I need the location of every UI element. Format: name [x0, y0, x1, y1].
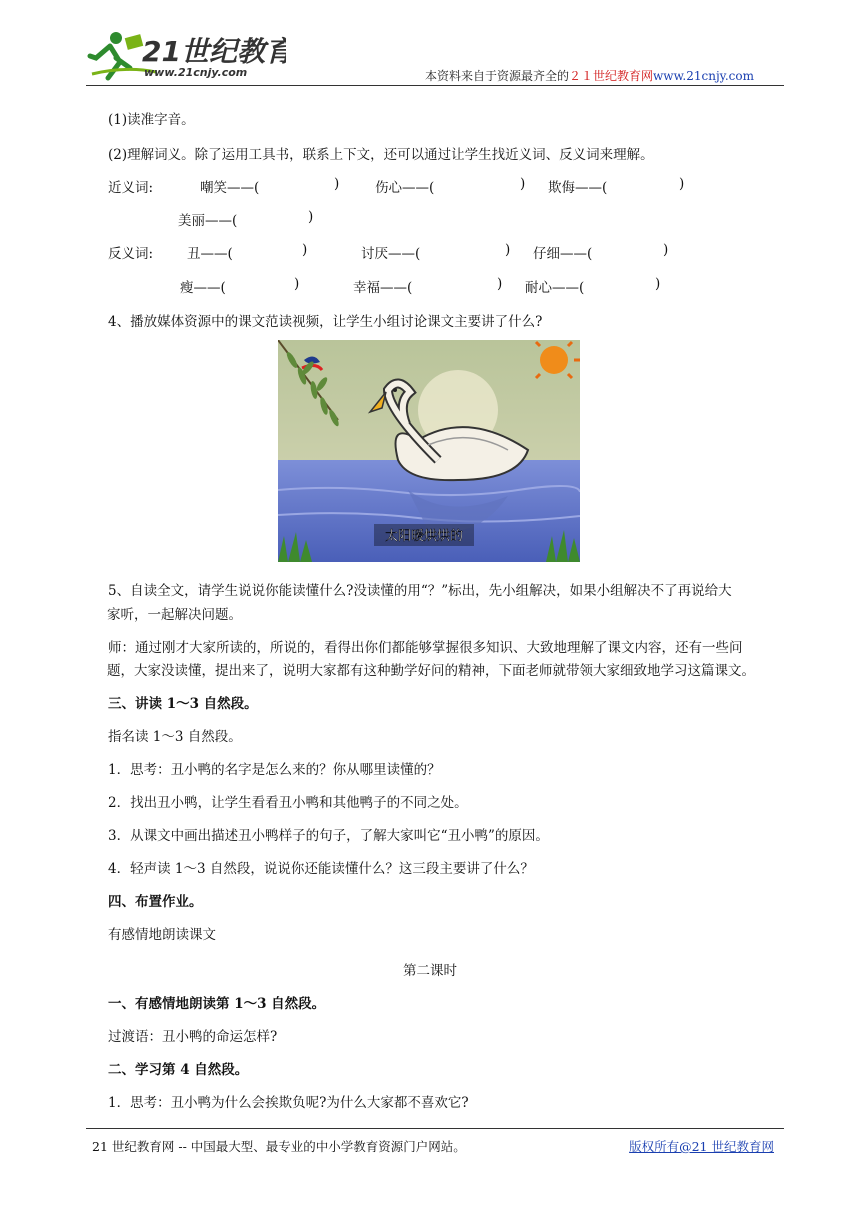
lesson2-section1: 一、有感情地朗读第 1～3 自然段。	[108, 996, 326, 1012]
antonym-item: 幸福——(	[353, 280, 413, 296]
close-paren: )	[679, 176, 685, 192]
header-note	[425, 67, 754, 84]
p1: (1)读准字音。	[108, 112, 195, 128]
section3-item1: 1．思考：丑小鸭的名字是怎么来的？你从哪里读懂的？	[108, 762, 441, 778]
logo-url: www.21cnjy.com	[144, 66, 248, 79]
section3-item4: 4．轻声读 1～3 自然段，说说你还能读懂什么？这三段主要讲了什么？	[108, 861, 534, 877]
synonym-item: 欺侮——(	[548, 180, 608, 196]
close-paren: )	[334, 176, 340, 192]
logo-text: 21世纪教育	[142, 35, 286, 68]
close-paren: )	[520, 176, 526, 192]
section4-text: 有感情地朗读课文	[108, 927, 216, 943]
teacher-line1: 师：通过刚才大家所读的，所说的，看得出你们都能够掌握很多知识、大致地理解了课文内容，还有一些问	[108, 640, 743, 656]
close-paren: )	[302, 242, 308, 258]
lesson2-section2: 二、学习第 4 自然段。	[108, 1062, 249, 1078]
swan-illustration	[278, 340, 580, 562]
close-paren: )	[308, 209, 314, 225]
close-paren: )	[655, 276, 661, 292]
lesson2-transition: 过渡语：丑小鸭的命运怎样?	[108, 1029, 278, 1045]
section3-item2: 2．找出丑小鸭，让学生看看丑小鸭和其他鸭子的不同之处。	[108, 795, 468, 811]
lesson2-question1: 1．思考：丑小鸭为什么会挨欺负呢?为什么大家都不喜欢它?	[108, 1095, 469, 1111]
section3-intro: 指名读 1～3 自然段。	[108, 729, 242, 745]
header-note-prefix: 本资料来自于资源最齐全的	[425, 69, 570, 83]
antonym-item: 丑——(	[187, 246, 233, 262]
footer-left: 21 世纪教育网 -- 中国最大型、最专业的中小学教育资源门户网站。	[92, 1139, 466, 1154]
teacher-line2: 题，大家没读懂，提出来了，说明大家都有这种勤学好问的精神，下面老师就带领大家细致地学习这篇课文。	[107, 663, 755, 679]
close-paren: )	[294, 276, 300, 292]
header-note-brand: ２１世纪教育网	[569, 69, 654, 83]
close-paren: )	[663, 242, 669, 258]
p5-line2: 家听，一起解决问题。	[107, 607, 242, 623]
antonym-label: 反义词:	[108, 246, 154, 262]
p2: (2)理解词义。除了运用工具书，联系上下文，还可以通过让学生找近义词、反义词来理解。	[108, 147, 654, 163]
synonym-item: 美丽——(	[178, 213, 238, 229]
close-paren: )	[497, 276, 503, 292]
section3-title: 三、讲读 1～3 自然段。	[108, 696, 258, 712]
antonym-item: 瘦——(	[180, 280, 226, 296]
p5-line1: 5、自读全文，请学生说说你能读懂什么?没读懂的用“？”标出，先小组解决，如果小组解决不了再说给大	[108, 583, 732, 599]
header-note-site[interactable]: www.21cnjy.com	[653, 69, 754, 83]
figure-caption: 太阳暖烘烘的	[384, 529, 464, 544]
antonym-item: 耐心——(	[525, 280, 585, 296]
site-logo	[86, 28, 286, 84]
section4-title: 四、布置作业。	[108, 894, 203, 910]
synonym-item: 嘲笑——(	[200, 180, 260, 196]
lesson2-heading: 第二课时	[403, 963, 457, 979]
close-paren: )	[505, 242, 511, 258]
footer-copyright-link[interactable]: 版权所有@21 世纪教育网	[629, 1139, 774, 1154]
p4: 4、播放媒体资源中的课文范读视频，让学生小组讨论课文主要讲了什么?	[108, 314, 543, 330]
section3-item3: 3．从课文中画出描述丑小鸭样子的句子，了解大家叫它“丑小鸭”的原因。	[108, 828, 549, 844]
header-rule	[86, 85, 784, 86]
footer-rule	[86, 1128, 784, 1129]
synonym-label: 近义词:	[108, 180, 154, 196]
synonym-item: 伤心——(	[375, 180, 435, 196]
antonym-item: 讨厌——(	[361, 246, 421, 262]
antonym-item: 仔细——(	[533, 246, 593, 262]
